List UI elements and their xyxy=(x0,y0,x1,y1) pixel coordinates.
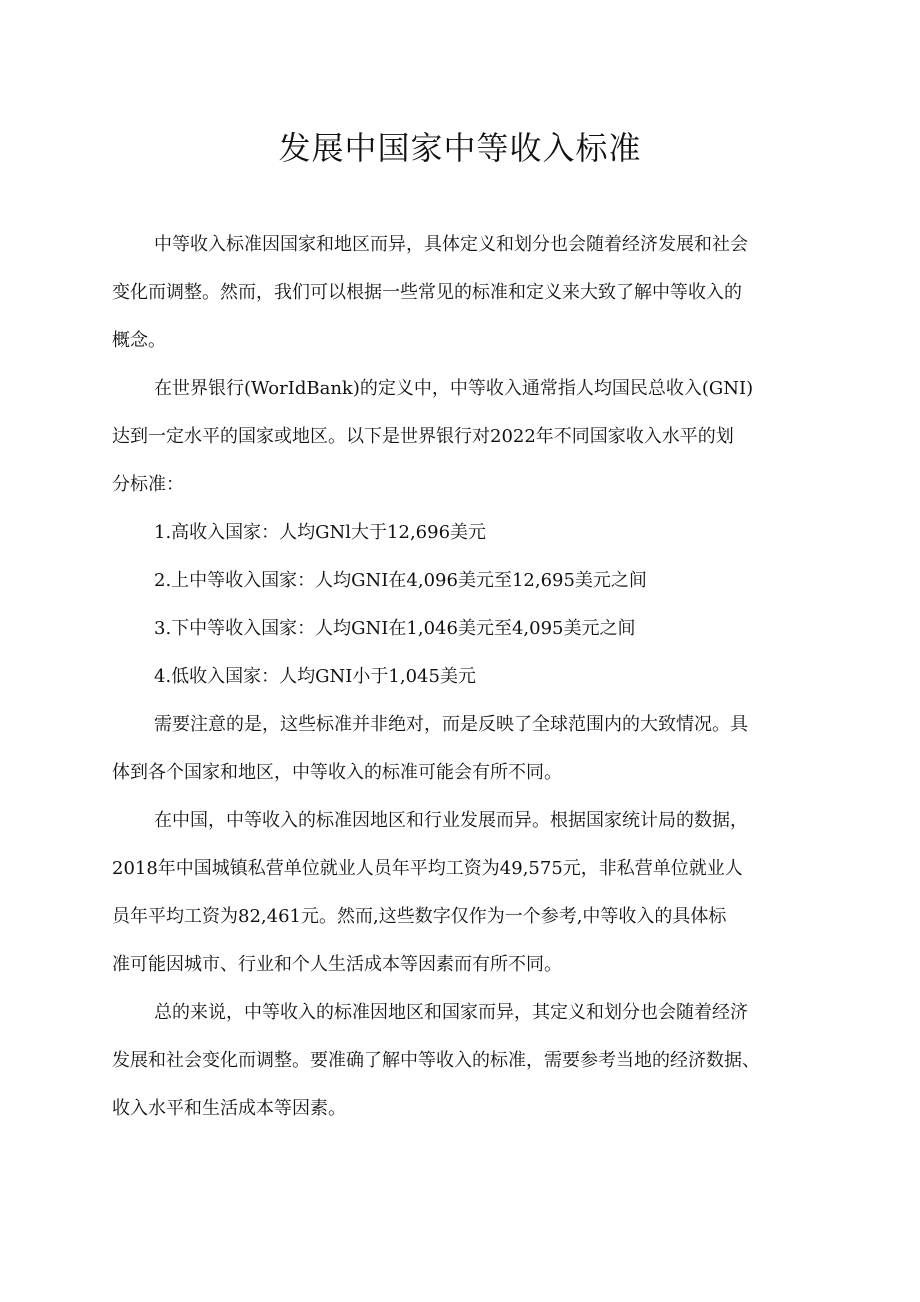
paragraph-line: 总的来说，中等收入的标准因地区和国家而异，其定义和划分也会随着经济 xyxy=(154,1002,748,1023)
paragraph-note xyxy=(112,701,812,797)
paragraph-line: 中等收入标准因国家和地区而异，具体定义和划分也会随着经济发展和社会 xyxy=(154,234,748,255)
paragraph-line: 概念。 xyxy=(112,330,166,351)
paragraph-line: 在世界银行(WorIdBank)的定义中，中等收入通常指人均国民总收入(GNI) xyxy=(154,378,754,399)
paragraph-line: 变化而调整。然而，我们可以根据一些常见的标准和定义来大致了解中等收入的 xyxy=(112,282,742,303)
list-item-low-income: 4.低收入国家：人均GNI小于1,045美元 xyxy=(154,666,476,687)
paragraph-line: 收入水平和生活成本等因素。 xyxy=(112,1098,346,1119)
paragraph-line: 达到一定水平的国家或地区。以下是世界银行对2022年不同国家收入水平的划 xyxy=(112,426,734,447)
list-item-high-income: 1.高收入国家：人均GNl大于12,696美元 xyxy=(154,522,487,543)
paragraph-line: 员年平均工资为82,461元。然而,这些数字仅作为一个参考,中等收入的具体标 xyxy=(112,906,727,927)
paragraph-line: 体到各个国家和地区，中等收入的标准可能会有所不同。 xyxy=(112,762,562,783)
paragraph-conclusion xyxy=(112,989,812,1133)
list-item-upper-middle-income: 2.上中等收入国家：人均GNI在4,096美元至12,695美元之间 xyxy=(154,570,647,591)
list-item-lower-middle-income: 3.下中等收入国家：人均GNI在1,046美元至4,095美元之间 xyxy=(154,618,636,639)
paragraph-line: 需要注意的是，这些标准并非绝对，而是反映了全球范围内的大致情况。具 xyxy=(154,714,748,735)
document-title: 发展中国家中等收入标准 xyxy=(278,129,642,167)
paragraph-world-bank xyxy=(112,365,812,509)
paragraph-china xyxy=(112,797,812,989)
paragraph-line: 2018年中国城镇私营单位就业人员年平均工资为49,575元，非私营单位就业人 xyxy=(112,858,743,879)
paragraph-intro xyxy=(112,221,812,365)
document-body xyxy=(112,221,812,1133)
paragraph-line: 准可能因城市、行业和个人生活成本等因素而有所不同。 xyxy=(112,954,562,975)
paragraph-line: 在中国，中等收入的标准因地区和行业发展而异。根据国家统计局的数据， xyxy=(154,810,748,831)
paragraph-line: 分标准： xyxy=(112,474,184,495)
paragraph-line: 发展和社会变化而调整。要准确了解中等收入的标准，需要参考当地的经济数据、 xyxy=(112,1050,760,1071)
